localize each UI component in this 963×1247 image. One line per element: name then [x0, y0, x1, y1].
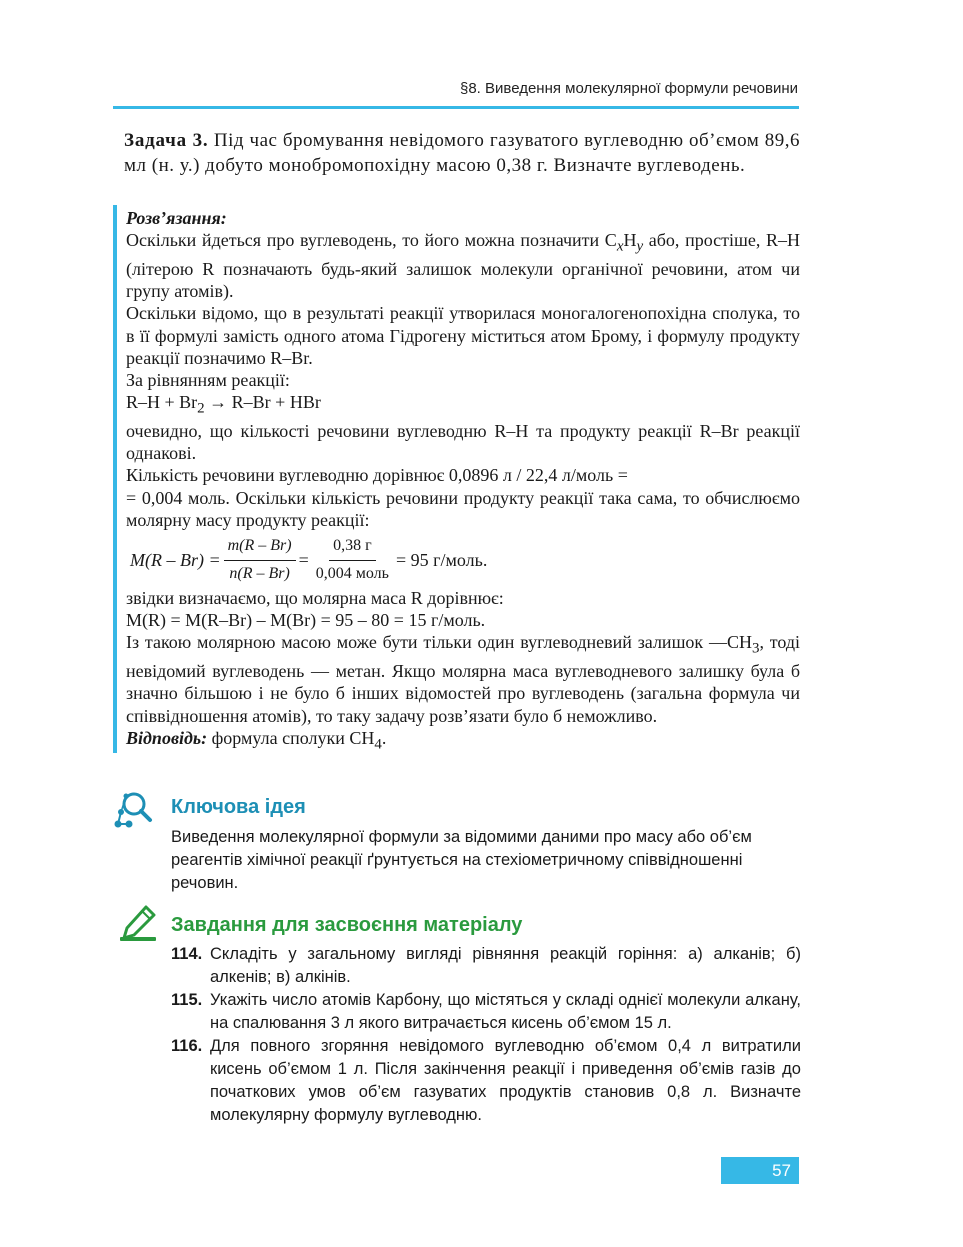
task-text: Укажіть число атомів Карбону, що містяться у складі однієї молекули алкану, на спалювання 3 л якого витрачається кисень об’ємом 15 л. — [210, 991, 801, 1032]
key-idea-title: Ключова ідея — [171, 796, 306, 818]
task-item — [171, 1035, 801, 1127]
reaction-equation: $R-H + Br_2 \to R-Br$ + HBr — [126, 392, 321, 417]
task-text: Складіть у загальному вигляді рівняння реакцій горіння: а) алканів; б) алкенів; в) алкінів. — [210, 945, 801, 986]
key-idea-text: Виведення молекулярної формули за відомими даними про масу або об’єм реагентів хімічної реакції ґрунтується на стехіометричному співвідношенні речовин. — [171, 828, 752, 892]
solution-paragraph-3: За рівнянням реакції: — [126, 370, 290, 391]
solution-paragraph-6: = 0,004 моль. Оскільки кількість речовини продукту реакції така сама, то обчислюємо молярну масу продукту реакції: — [126, 487, 800, 530]
tasks-title: Завдання для засвоєння матеріалу — [171, 914, 523, 936]
page-number: 57 — [721, 1157, 799, 1184]
running-header: §8. Виведення молекулярної формули речовини — [460, 80, 798, 97]
formula-fraction-1: $\frac{m(R - Br)}{n(R - Br)}$ — [224, 535, 296, 584]
magnifier-molecule-icon — [112, 790, 154, 830]
answer-label: Відповідь: — [126, 727, 208, 748]
task-number: 114. — [171, 945, 203, 963]
solution-block — [126, 207, 800, 756]
molar-mass-formula — [130, 533, 800, 587]
task-item — [171, 989, 801, 1035]
solution-paragraph-5: Кількість речовини вуглеводню дорівнює 0,0896 л / 22,4 л/моль = — [126, 465, 628, 486]
solution-heading: Розв’язання: — [126, 208, 227, 228]
answer-line: Відповідь: формула сполуки $CH_4$. — [126, 727, 387, 753]
problem-label: Задача 3. — [124, 130, 209, 151]
formula-lhs: M(R – Br) = — [130, 549, 221, 570]
solution-paragraph-4: очевидно, що кількості речовини вуглеводню R–H та продукту реакції R–Br реакції однакові. — [126, 421, 800, 464]
problem-statement — [124, 128, 800, 178]
solution-paragraph-9: Із такою молярною масою може бути тільки один вуглеводневий залишок $—CH_3$, тоді невідомий вуглеводень — метан. Якщо молярна маса вуглеводневого залишку була б значно більшою і не було б інших відомостей про вуглеводень (загальна формула чи співвідношення атомів), то таку задачу розв’язати було б неможливо. — [126, 632, 800, 726]
task-text: Для повного згоряння невідомого вуглеводню об’ємом 0,4 л витратили кисень об’ємом 1 л. Після закінчення реакції і приведення об’ємів газів до початкових умов об’єм газуватих продуктів становив 0,8 л. Визначте молекулярну формулу вуглеводню. — [210, 1037, 801, 1124]
header-rule — [113, 106, 799, 109]
formula-fraction-2: $\frac{0,38 г}{\text{0,004 моль}}$ — [315, 537, 389, 582]
pencil-icon — [118, 905, 158, 943]
tasks-list — [171, 943, 801, 1127]
problem-text: Під час бромування невідомого газуватого вуглеводню об’ємом 89,6 мл (н. у.) добуто монобромопохідну масою 0,38 г. Визначте вуглеводень. — [124, 130, 800, 176]
solution-paragraph-2: Оскільки відомо, що в результаті реакції утворилася моногалогенопохідна сполука, то в її формулі замість одного атома Гідрогену міститься атом Брому, і формулу продукту реакції позначимо R–Br. — [126, 303, 800, 368]
formula-equals: = — [298, 549, 309, 570]
solution-paragraph-1: Оскільки йдеться про вуглеводень, то його можна позначити $C_xH_y$ або, простіше, R–H (літерою R позначають будь-який залишок молекули органічної речовини, атом чи групу атомів). — [126, 230, 800, 302]
task-item — [171, 943, 801, 989]
solution-paragraph-8: M(R) = M(R–Br) – M(Br) = 95 – 80 = 15 г/моль. — [126, 610, 486, 631]
solution-side-bar — [113, 205, 117, 753]
formula-rhs: = 95 г/моль. — [395, 549, 488, 570]
task-number: 115. — [171, 991, 203, 1009]
task-number: 116. — [171, 1037, 203, 1055]
solution-paragraph-7: звідки визначаємо, що молярна маса R дорівнює: — [126, 588, 504, 609]
